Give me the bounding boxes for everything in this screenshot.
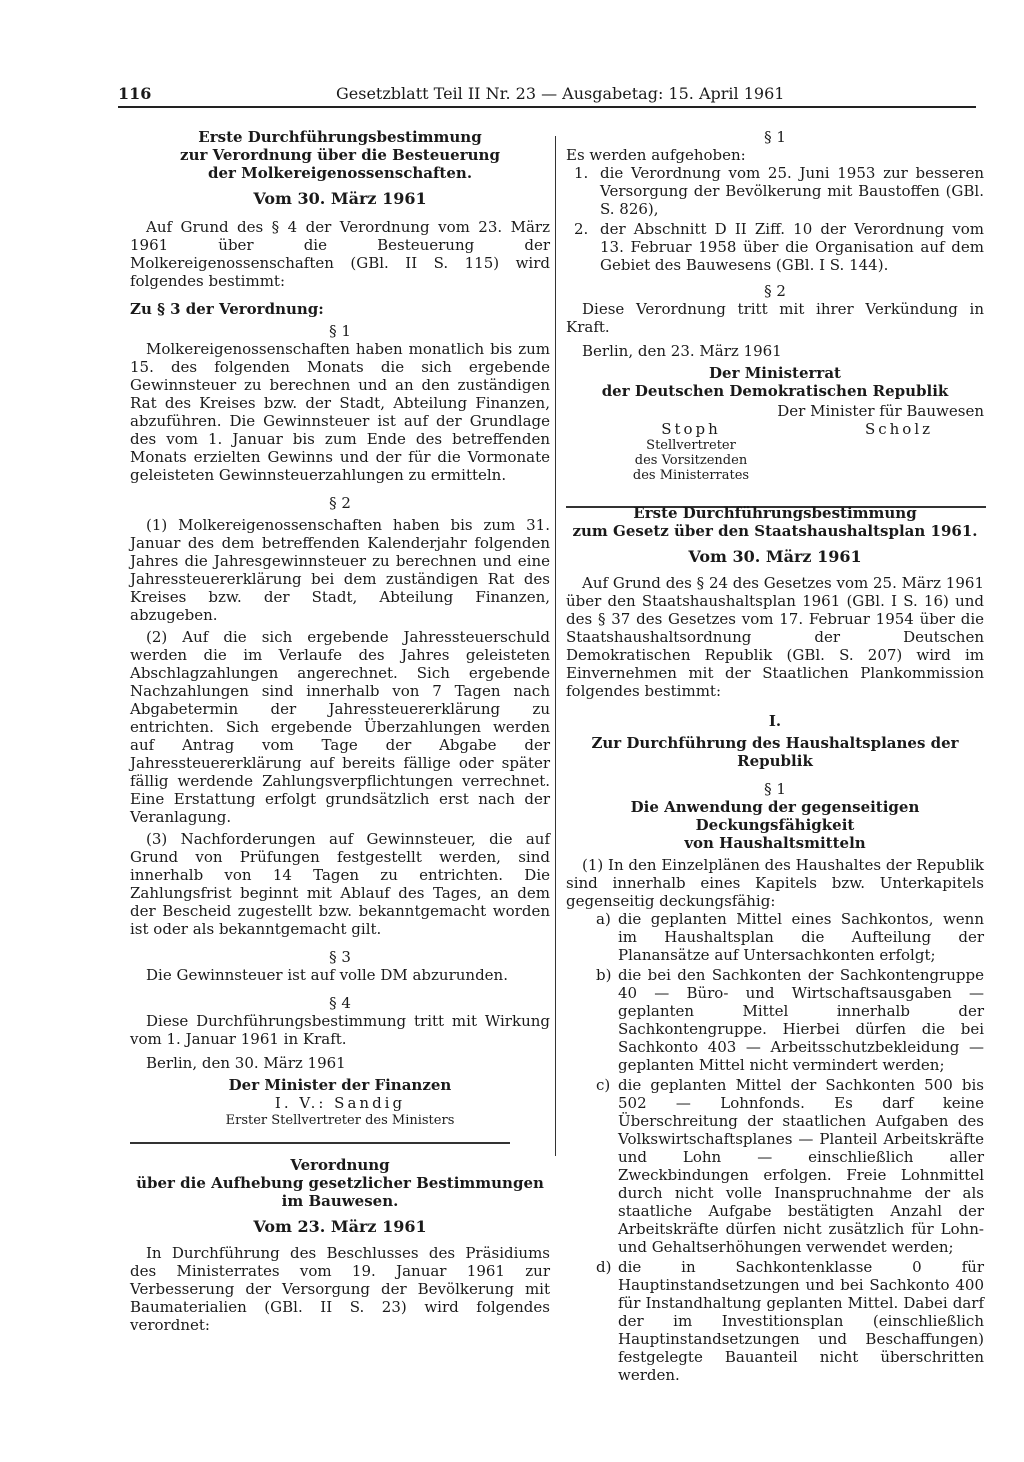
- doc2-sig-left-name: Stoph: [661, 420, 721, 438]
- list-item: [566, 1076, 984, 1256]
- sig-role-line: Stellvertreter: [646, 438, 736, 453]
- doc1-title: [130, 128, 550, 182]
- doc2-sig-right-name: Scholz: [864, 420, 934, 438]
- list-item: [566, 966, 984, 1074]
- doc2-title-line: im Bauwesen.: [281, 1192, 399, 1210]
- doc2-p1-head: § 1: [764, 128, 786, 146]
- running-header: [118, 84, 976, 108]
- list-item: [566, 164, 984, 218]
- doc1-title-line: Erste Durchführungsbestimmung: [198, 128, 482, 146]
- list-item: [566, 1258, 984, 1384]
- doc3-p1-text: (1) In den Einzelplänen des Haushaltes der Republik sind innerhalb eines Kapitels bzw. Unterkapitels gegenseitig deckungsfähig:: [566, 856, 984, 910]
- list-text: die in Sachkontenklasse 0 für Hauptinstandsetzungen und bei Sachkonto 400 für Instandhaltung geplanten Mittel. Dabei darf der im Investitionsplan (einschließlich Hauptinstandsetzungen und Beschaffungen) festgelegte Bauanteil nicht überschritten werden.: [618, 1258, 984, 1384]
- doc3-intro: Auf Grund des § 24 des Gesetzes vom 25. März 1961 über den Staatshaushaltsplan 1961 (GBl. I S. 16) und des § 37 des Gesetzes vom 17. Februar 1954 über die Staatshaushaltsordnung der Deutschen Demokratischen Republik (GBl. S. 207) wird im Einvernehmen mit der Staatlichen Plankommission folgendes bestimmt:: [566, 574, 984, 700]
- doc1-p2-b: (2) Auf die sich ergebende Jahressteuerschuld werden die im Verlaufe des Jahres geleisteten Abschlagzahlungen angerechnet. Sich ergebende Nachzahlungen sind innerhalb von 7 Tagen nach Abgabetermin der Jahressteuererklärung zu entrichten. Sich ergebende Überzahlungen werden auf Antrag vom Tage der Abgabe der Jahressteuererklärung auf bereits fällige oder später fällig werdende Zahlungsverpflichtungen verrechnet. Eine Erstattung erfolgt grundsätzlich erst nach der Veranlagung.: [130, 628, 550, 826]
- doc3-date: Vom 30. März 1961: [688, 547, 862, 566]
- left-column: [130, 128, 550, 1334]
- doc2-place-date: Berlin, den 23. März 1961: [582, 342, 782, 360]
- doc2-title-line: über die Aufhebung gesetzlicher Bestimmungen: [136, 1174, 544, 1192]
- doc2-p2-head: § 2: [764, 282, 786, 300]
- doc2-sig-left: [616, 420, 766, 483]
- doc1-sig-name: I. V.: Sandig: [274, 1094, 406, 1112]
- list-marker: 2.: [574, 220, 589, 238]
- doc1-p3-text: Die Gewinnsteuer ist auf volle DM abzurunden.: [146, 966, 508, 984]
- doc1-p2-c: (3) Nachforderungen auf Gewinnsteuer, die auf Grund von Prüfungen festgestellt werden, sind innerhalb von 14 Tagen zu entrichten. Die Zahlungsfrist beginnt mit Ablauf des Tages, an dem der Bescheid zugestellt bzw. bekanntgemacht worden ist oder als bekanntgemacht gilt.: [130, 830, 550, 938]
- doc1-title-line: der Molkereigenossenschaften.: [207, 164, 473, 182]
- doc1-date: Vom 30. März 1961: [253, 189, 427, 208]
- page-number: 116: [118, 84, 152, 103]
- list-marker: d): [596, 1258, 612, 1276]
- doc2-council-line: der Deutschen Demokratischen Republik: [601, 382, 949, 400]
- list-text: der Abschnitt D II Ziff. 10 der Verordnung vom 13. Februar 1958 über die Organisation auf dem Gebiet des Bauwesens (GBl. I S. 144).: [600, 220, 984, 274]
- doc1-title-line: zur Verordnung über die Besteuerung: [180, 146, 500, 164]
- doc3-list: [566, 910, 984, 1384]
- doc2-title: [130, 1156, 550, 1210]
- doc3-title-line: Erste Durchführungsbestimmung: [633, 504, 917, 522]
- doc3-p1-title-line: von Haushaltsmitteln: [684, 834, 866, 852]
- doc2-p1-intro: Es werden aufgehoben:: [566, 146, 746, 164]
- doc1-p1-head: § 1: [329, 322, 351, 340]
- list-text: die Verordnung vom 25. Juni 1953 zur besseren Versorgung der Bevölkerung mit Baustoffen (GBl. S. 826),: [600, 164, 984, 218]
- sig-role-line: des Ministerrates: [632, 468, 750, 483]
- doc1-sig-title: Der Minister der Finanzen: [228, 1076, 452, 1094]
- doc1-p2-head: § 2: [329, 494, 351, 512]
- doc3-p1-title-line: Die Anwendung der gegenseitigen Deckungsfähigkeit: [630, 798, 920, 834]
- section-separator: [130, 1142, 510, 1144]
- doc2-repeal-list: [566, 164, 984, 274]
- list-marker: b): [596, 966, 612, 984]
- doc1-zu-heading: Zu § 3 der Verordnung:: [130, 300, 324, 318]
- list-text: die geplanten Mittel eines Sachkontos, wenn im Haushaltsplan die Aufteilung der Planansätze auf Untersachkonten erfolgt;: [618, 910, 984, 964]
- doc2-sig-left-role: [616, 438, 766, 483]
- doc1-sig-role: Erster Stellvertreter des Ministers: [225, 1113, 455, 1128]
- doc2-council: [566, 364, 984, 400]
- doc1-intro: Auf Grund des § 4 der Verordnung vom 23. März 1961 über die Besteuerung der Molkereigenossenschaften (GBl. II S. 115) wird folgendes bestimmt:: [130, 218, 550, 290]
- doc1-p4-head: § 4: [329, 994, 351, 1012]
- doc3-title: [566, 504, 984, 540]
- doc1-p4-text: Diese Durchführungsbestimmung tritt mit Wirkung vom 1. Januar 1961 in Kraft.: [130, 1012, 550, 1048]
- doc3-p1-head: § 1: [764, 780, 786, 798]
- doc3-title-line: zum Gesetz über den Staatshaushaltsplan 1961.: [572, 522, 978, 540]
- list-marker: c): [596, 1076, 611, 1094]
- doc2-council-line: Der Ministerrat: [709, 364, 841, 382]
- right-column: [566, 128, 984, 1386]
- column-divider: [555, 136, 556, 1156]
- doc2-signatures: [566, 420, 984, 483]
- list-text: die bei den Sachkonten der Sachkontengruppe 40 — Büro- und Wirtschaftsausgaben — geplanten Mittel innerhalb der Sachkontengruppe. Hierbei dürfen die bei Sachkonto 403 — Arbeitsschutzbekleidung — geplanten Mittel nicht vermindert werden;: [618, 966, 984, 1074]
- doc2-p2-text: Diese Verordnung tritt mit ihrer Verkündung in Kraft.: [566, 300, 984, 336]
- header-text: Gesetzblatt Teil II Nr. 23 — Ausgabetag: 15. April 1961: [336, 84, 785, 103]
- doc1-p2-a: (1) Molkereigenossenschaften haben bis zum 31. Januar des dem betreffenden Kalenderjahr folgenden Jahres die Jahresgewinnsteuer zu berechnen und eine Jahressteuererklärung bei dem zuständigen Rat des Kreises bzw. der Stadt, Abteilung Finanzen, abzugeben.: [130, 516, 550, 624]
- doc1-place-date: Berlin, den 30. März 1961: [146, 1054, 346, 1072]
- doc2-intro: In Durchführung des Beschlusses des Präsidiums des Ministerrates vom 19. Januar 1961 zur Verbesserung der Versorgung der Bevölkerung mit Baumaterialien (GBl. II S. 23) wird folgendes verordnet:: [130, 1244, 550, 1334]
- doc3-section-title: Zur Durchführung des Haushaltsplanes der Republik: [591, 734, 959, 770]
- doc2-title-line: Verordnung: [290, 1156, 390, 1174]
- list-item: [566, 910, 984, 964]
- doc3-section: I.: [768, 712, 782, 730]
- doc2-minister-title: Der Minister für Bauwesen: [777, 402, 984, 420]
- doc3-p1-title: [566, 798, 984, 852]
- doc1-p3-head: § 3: [329, 948, 351, 966]
- list-marker: 1.: [574, 164, 589, 182]
- list-text: die geplanten Mittel der Sachkonten 500 bis 502 — Lohnfonds. Es darf keine Überschreitung der staatlichen Aufgaben des Volkswirtschaftsplanes — Planteil Arbeitskräfte und Lohn — einschließlich aller Zweckbindungen erfolgen. Freie Lohnmittel durch nicht volle Inanspruchnahme der als staatliche Aufgabe bestätigten Anzahl der Arbeitskräfte dürfen nicht zusätzlich für Lohn- und Gehaltserhöhungen verwendet werden;: [618, 1076, 984, 1256]
- list-marker: a): [596, 910, 611, 928]
- list-item: [566, 220, 984, 274]
- doc2-date: Vom 23. März 1961: [253, 1217, 427, 1236]
- sig-role-line: des Vorsitzenden: [634, 453, 748, 468]
- doc1-p1-text: Molkereigenossenschaften haben monatlich bis zum 15. des folgenden Monats die sich ergebende Gewinnsteuer zu berechnen und an den zuständigen Rat des Kreises bzw. der Stadt, Abteilung Finanzen, abzuführen. Die Gewinnsteuer ist auf der Grundlage des vom 1. Januar bis zum Ende des betreffenden Monats erzielten Gewinns und der für die Vormonate geleisteten Gewinnsteuerzahlungen zu ermitteln.: [130, 340, 550, 484]
